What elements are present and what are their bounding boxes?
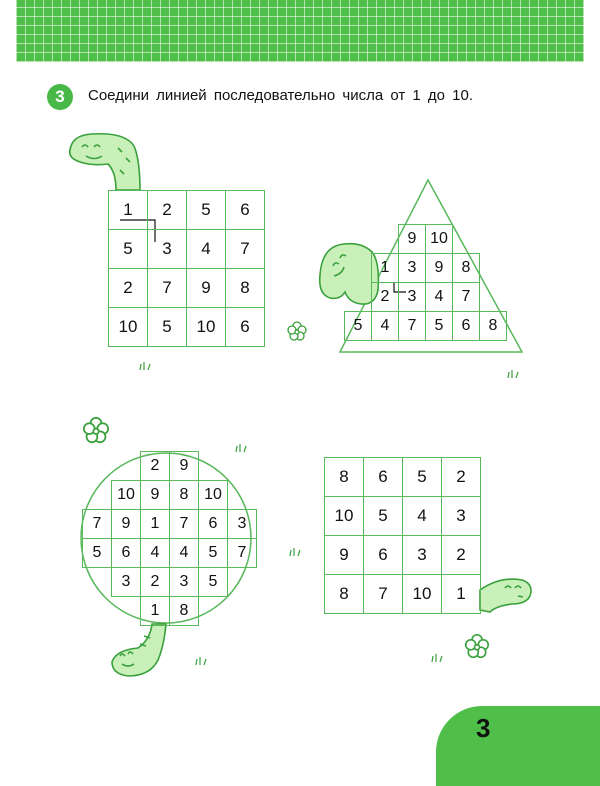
grid-cell[interactable]: 3: [442, 497, 481, 536]
grid-cell[interactable]: 3: [403, 536, 442, 575]
grid-cell[interactable]: 1: [141, 510, 170, 539]
grid-cell[interactable]: 1: [109, 191, 148, 230]
grid-cell[interactable]: 4: [403, 497, 442, 536]
grid-cell[interactable]: 1: [442, 575, 481, 614]
grid-cell[interactable]: 5: [187, 191, 226, 230]
grid-cell[interactable]: 7: [453, 283, 480, 312]
grid-cell[interactable]: 9: [141, 481, 170, 510]
flower-icon: [466, 635, 489, 658]
grid-cell[interactable]: 8: [170, 597, 199, 626]
grid-cell[interactable]: 3: [112, 568, 141, 597]
grid-cell[interactable]: 7: [170, 510, 199, 539]
header-pattern-band: [16, 0, 584, 62]
grid-cell[interactable]: 2: [442, 536, 481, 575]
flower-icon: [84, 418, 108, 442]
grid-cell[interactable]: 5: [199, 539, 228, 568]
grid-cell[interactable]: 6: [453, 312, 480, 341]
grid-cell[interactable]: 9: [112, 510, 141, 539]
task-instruction: Соедини линией последовательно числа от 1 до 10.: [88, 87, 474, 104]
grid-cell[interactable]: 9: [170, 452, 199, 481]
grid-cell[interactable]: 6: [226, 191, 265, 230]
grid-cell[interactable]: 5: [148, 308, 187, 347]
grid-cell[interactable]: 1: [141, 597, 170, 626]
grid-cell[interactable]: 6: [226, 308, 265, 347]
grid-cell[interactable]: 7: [148, 269, 187, 308]
grid-cell[interactable]: 5: [109, 230, 148, 269]
grid-cell[interactable]: 8: [480, 312, 507, 341]
grid-cell[interactable]: 5: [83, 539, 112, 568]
dinosaur-top-left-illustration: [70, 134, 140, 190]
grid-cell[interactable]: 8: [170, 481, 199, 510]
grid-cell[interactable]: 8: [325, 575, 364, 614]
number-grid-circle: [82, 451, 257, 626]
grid-cell[interactable]: 3: [228, 510, 257, 539]
number-grid-square-bottom: [324, 457, 481, 614]
grid-cell[interactable]: 6: [364, 458, 403, 497]
grid-cell[interactable]: 4: [187, 230, 226, 269]
grid-cell[interactable]: 10: [403, 575, 442, 614]
number-grid-square-top: [108, 190, 265, 347]
grid-cell[interactable]: 4: [426, 283, 453, 312]
grid-cell[interactable]: 10: [325, 497, 364, 536]
grid-cell[interactable]: 7: [228, 539, 257, 568]
dinosaur-bottom-right-illustration: [480, 579, 531, 612]
grid-cell[interactable]: 10: [426, 225, 453, 254]
grid-cell[interactable]: 10: [112, 481, 141, 510]
grid-cell[interactable]: 2: [109, 269, 148, 308]
grid-cell[interactable]: 4: [372, 312, 399, 341]
grid-cell[interactable]: 1: [372, 254, 399, 283]
flower-icon: [288, 322, 306, 340]
grid-cell[interactable]: 10: [187, 308, 226, 347]
grid-cell[interactable]: 4: [170, 539, 199, 568]
grid-cell[interactable]: 7: [364, 575, 403, 614]
grid-cell[interactable]: 3: [170, 568, 199, 597]
grid-cell[interactable]: 2: [141, 452, 170, 481]
grid-cell[interactable]: 10: [109, 308, 148, 347]
grid-cell[interactable]: 3: [148, 230, 187, 269]
grid-cell[interactable]: 9: [426, 254, 453, 283]
grid-cell[interactable]: 7: [399, 312, 426, 341]
grid-cell[interactable]: 2: [372, 283, 399, 312]
grid-cell[interactable]: 5: [199, 568, 228, 597]
grid-cell[interactable]: 5: [345, 312, 372, 341]
grid-cell[interactable]: 4: [141, 539, 170, 568]
grid-cell[interactable]: 2: [148, 191, 187, 230]
grid-cell[interactable]: 3: [399, 283, 426, 312]
page-number-tab: [436, 706, 600, 786]
grid-cell[interactable]: 5: [426, 312, 453, 341]
grid-cell[interactable]: 6: [199, 510, 228, 539]
grid-cell[interactable]: 8: [453, 254, 480, 283]
grid-cell[interactable]: 9: [325, 536, 364, 575]
dinosaur-bottom-left-illustration: [112, 624, 166, 676]
grid-cell[interactable]: 8: [325, 458, 364, 497]
grid-cell[interactable]: 6: [112, 539, 141, 568]
grid-cell[interactable]: 3: [399, 254, 426, 283]
grid-cell[interactable]: 7: [226, 230, 265, 269]
page-number: 3: [476, 713, 491, 743]
grid-cell[interactable]: 8: [226, 269, 265, 308]
grid-cell[interactable]: 2: [141, 568, 170, 597]
grid-cell[interactable]: 5: [403, 458, 442, 497]
grid-cell[interactable]: 2: [442, 458, 481, 497]
grid-cell[interactable]: 5: [364, 497, 403, 536]
grid-cell[interactable]: 9: [399, 225, 426, 254]
number-grid-triangle: [344, 224, 507, 341]
grid-cell[interactable]: 10: [199, 481, 228, 510]
grid-cell[interactable]: 6: [364, 536, 403, 575]
grid-cell[interactable]: 9: [187, 269, 226, 308]
grid-cell[interactable]: 7: [83, 510, 112, 539]
task-number-badge: 3: [47, 84, 73, 110]
